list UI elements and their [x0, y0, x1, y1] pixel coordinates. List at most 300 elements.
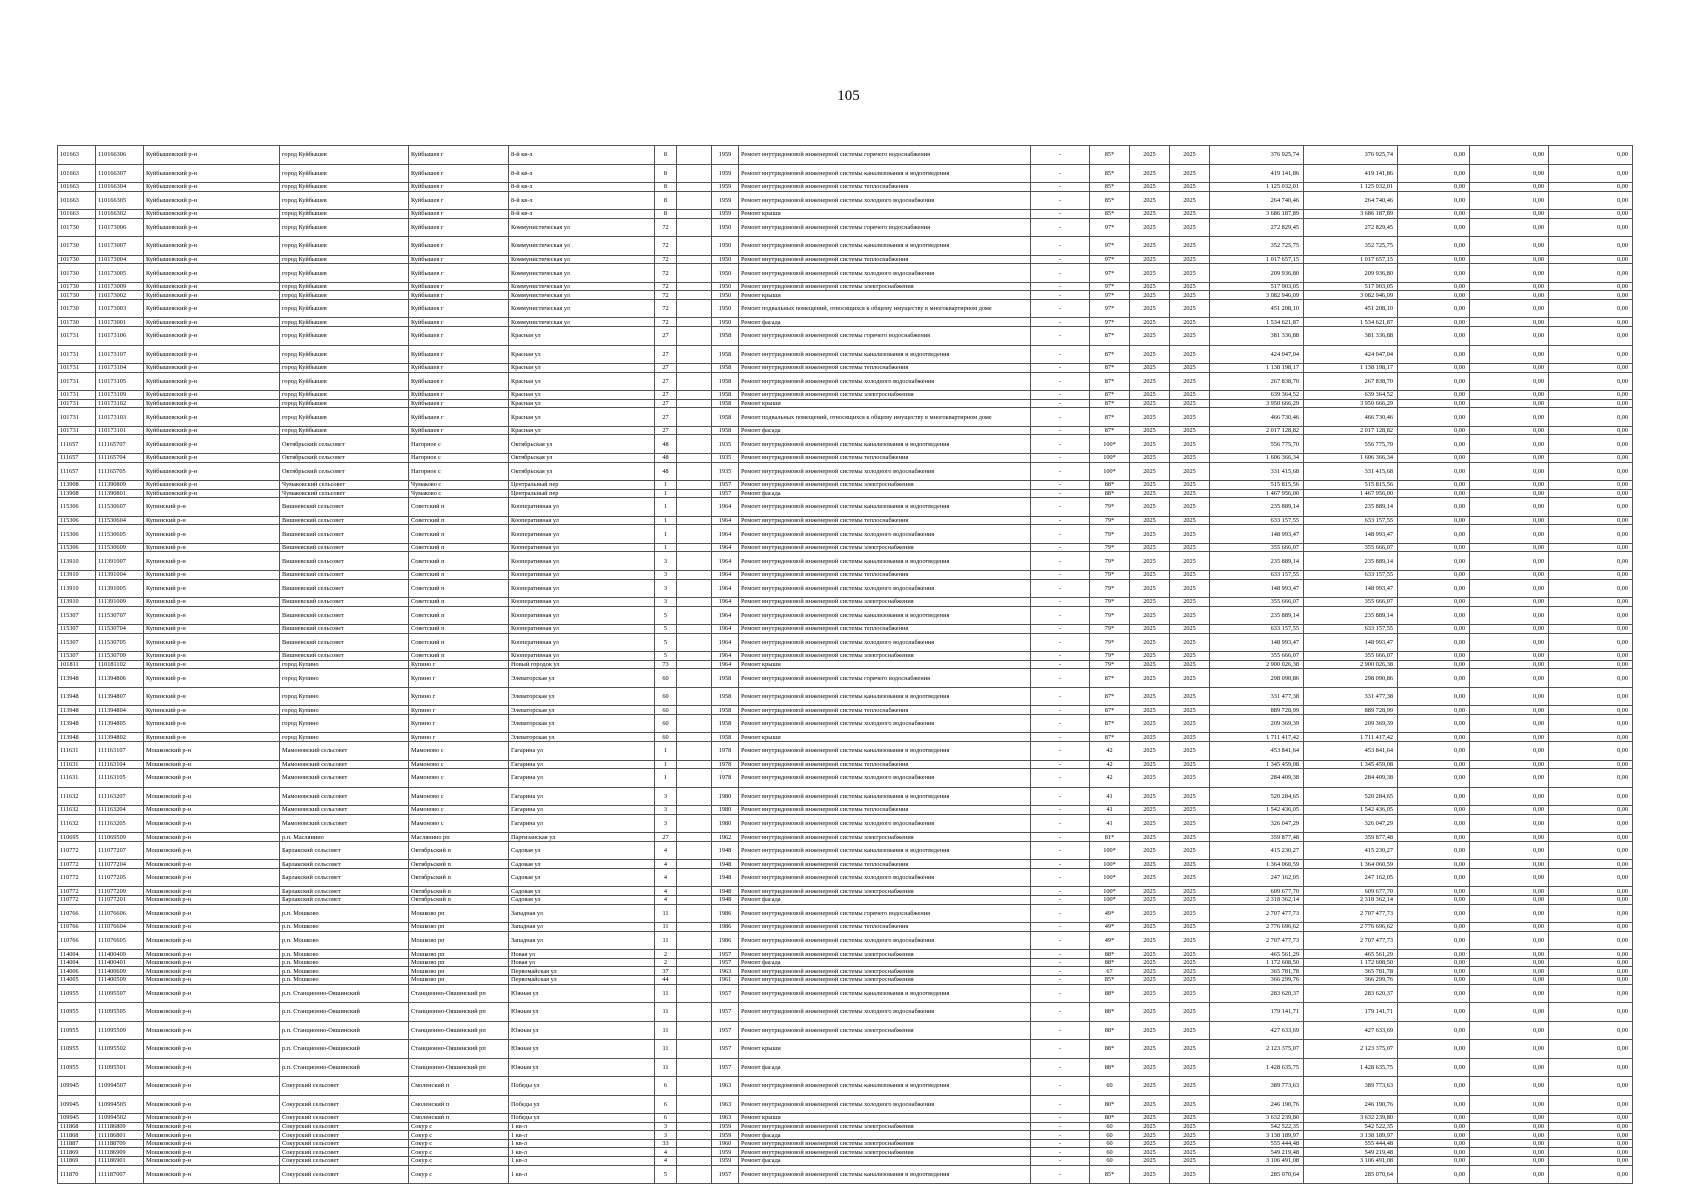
cell-budget-regional: 0,00 — [1470, 435, 1549, 454]
cell-budget-regional: 0,00 — [1470, 950, 1549, 959]
cell-unit: - — [1031, 399, 1090, 408]
cell-work-type: Ремонт внутридомовой инженерной системы электроснабжения — [739, 1021, 1031, 1040]
cell-fund-cost: 148 993,47 — [1304, 579, 1398, 598]
cell-budget-federal: 0,00 — [1398, 1021, 1470, 1040]
cell-house-number: 72 — [655, 237, 677, 256]
cell-unit: - — [1031, 570, 1090, 579]
cell-municipality: Барлакский сельсовет — [280, 841, 409, 860]
cell-house-number: 11 — [655, 1021, 677, 1040]
cell-budget-regional: 0,00 — [1470, 967, 1549, 976]
cell-settlement: Октябрьский п — [409, 841, 509, 860]
cell-plan-end-year: 2025 — [1170, 787, 1210, 806]
cell-wear-percent: 88* — [1090, 481, 1130, 490]
cell-work-id: 111400509 — [96, 976, 144, 985]
cell-wear-percent: 67 — [1090, 967, 1130, 976]
cell-municipality: город Купино — [280, 733, 409, 742]
cell-house-id: 115306 — [58, 525, 96, 544]
cell-settlement: Куйбышев г — [409, 183, 509, 192]
cell-unit: - — [1031, 525, 1090, 544]
cell-settlement: Мамоново с — [409, 769, 509, 788]
cell-street: Садовая ул — [509, 868, 655, 887]
table-row — [58, 687, 1633, 706]
cell-budget-local: 0,00 — [1549, 481, 1633, 490]
cell-fund-cost: 235 889,14 — [1304, 552, 1398, 571]
cell-street: 8-й кв-л — [509, 164, 655, 183]
cell-work-id: 111394802 — [96, 733, 144, 742]
cell-budget-local: 0,00 — [1549, 787, 1633, 806]
cell-total-cost: 1 428 635,75 — [1210, 1058, 1304, 1077]
cell-work-type: Ремонт внутридомовой инженерной системы электроснабжения — [739, 598, 1031, 607]
cell-build-year: 1950 — [712, 282, 739, 291]
cell-district: Мошковский р-н — [144, 1157, 280, 1166]
cell-wear-percent: 87* — [1090, 345, 1130, 364]
cell-work-type: Ремонт подвальных помещений, относящихся к общему имуществу в многоквартирном доме — [739, 408, 1031, 427]
cell-plan-start-year: 2025 — [1130, 318, 1170, 327]
cell-budget-local: 0,00 — [1549, 498, 1633, 517]
cell-fund-cost: 453 841,64 — [1304, 742, 1398, 761]
table-row — [58, 210, 1633, 219]
cell-work-type: Ремонт внутридомовой инженерной системы электроснабжения — [739, 950, 1031, 959]
cell-settlement: Куйбышев г — [409, 327, 509, 346]
cell-budget-federal: 0,00 — [1398, 669, 1470, 688]
cell-house-id: 111869 — [58, 1157, 96, 1166]
cell-work-type: Ремонт внутридомовой инженерной системы теплоснабжения — [739, 516, 1031, 525]
cell-municipality: город Куйбышев — [280, 218, 409, 237]
table-row — [58, 282, 1633, 291]
cell-budget-local: 0,00 — [1549, 814, 1633, 833]
cell-fund-cost: 355 666,07 — [1304, 543, 1398, 552]
cell-wear-percent: 97* — [1090, 299, 1130, 318]
cell-wear-percent: 41 — [1090, 787, 1130, 806]
cell-budget-federal: 0,00 — [1398, 426, 1470, 435]
cell-fund-cost: 3 082 946,09 — [1304, 291, 1398, 300]
cell-total-cost: 284 409,38 — [1210, 769, 1304, 788]
cell-wear-percent: 87* — [1090, 706, 1130, 715]
table-row — [58, 462, 1633, 481]
cell-total-cost: 2 123 375,07 — [1210, 1040, 1304, 1059]
cell-house-id: 101663 — [58, 210, 96, 219]
cell-build-year: 1948 — [712, 868, 739, 887]
cell-plan-end-year: 2025 — [1170, 453, 1210, 462]
cell-build-year: 1964 — [712, 660, 739, 669]
cell-budget-local: 0,00 — [1549, 1021, 1633, 1040]
cell-house-number: 1 — [655, 760, 677, 769]
cell-municipality: город Куйбышев — [280, 164, 409, 183]
cell-budget-federal: 0,00 — [1398, 923, 1470, 932]
cell-work-id: 111186809 — [96, 1122, 144, 1131]
cell-municipality: Чумаковский сельсовет — [280, 481, 409, 490]
table-row — [58, 255, 1633, 264]
cell-total-cost: 1 364 060,59 — [1210, 860, 1304, 869]
cell-budget-local: 0,00 — [1549, 1040, 1633, 1059]
cell-plan-end-year: 2025 — [1170, 408, 1210, 427]
cell-budget-local: 0,00 — [1549, 489, 1633, 498]
cell-work-id: 111394807 — [96, 687, 144, 706]
table-row — [58, 733, 1633, 742]
cell-unit: - — [1031, 552, 1090, 571]
cell-fund-cost: 355 666,07 — [1304, 598, 1398, 607]
cell-house-id: 111869 — [58, 1148, 96, 1157]
cell-build-year: 1978 — [712, 769, 739, 788]
cell-district: Куйбышевский р-н — [144, 164, 280, 183]
cell-building — [677, 1003, 712, 1022]
cell-unit: - — [1031, 950, 1090, 959]
table-row — [58, 399, 1633, 408]
cell-budget-regional: 0,00 — [1470, 652, 1549, 661]
cell-plan-end-year: 2025 — [1170, 1131, 1210, 1140]
table-row — [58, 598, 1633, 607]
cell-house-number: 3 — [655, 598, 677, 607]
cell-municipality: Вишневский сельсовет — [280, 625, 409, 634]
cell-budget-local: 0,00 — [1549, 633, 1633, 652]
cell-unit: - — [1031, 255, 1090, 264]
cell-plan-end-year: 2025 — [1170, 291, 1210, 300]
cell-work-id: 111530604 — [96, 516, 144, 525]
cell-budget-regional: 0,00 — [1470, 714, 1549, 733]
cell-total-cost: 427 633,69 — [1210, 1021, 1304, 1040]
cell-plan-start-year: 2025 — [1130, 255, 1170, 264]
cell-budget-local: 0,00 — [1549, 516, 1633, 525]
cell-work-id: 111394804 — [96, 706, 144, 715]
cell-unit: - — [1031, 923, 1090, 932]
cell-settlement: Нагорное с — [409, 453, 509, 462]
cell-municipality: город Куйбышев — [280, 282, 409, 291]
cell-budget-federal: 0,00 — [1398, 769, 1470, 788]
cell-plan-end-year: 2025 — [1170, 967, 1210, 976]
cell-budget-local: 0,00 — [1549, 976, 1633, 985]
cell-budget-local: 0,00 — [1549, 1122, 1633, 1131]
cell-house-id: 110955 — [58, 1021, 96, 1040]
cell-unit: - — [1031, 598, 1090, 607]
cell-plan-start-year: 2025 — [1130, 1148, 1170, 1157]
cell-plan-start-year: 2025 — [1130, 958, 1170, 967]
cell-total-cost: 2 707 477,73 — [1210, 931, 1304, 950]
cell-district: Купинский р-н — [144, 733, 280, 742]
cell-unit: - — [1031, 687, 1090, 706]
cell-budget-federal: 0,00 — [1398, 327, 1470, 346]
cell-work-id: 111077201 — [96, 896, 144, 905]
cell-house-number: 11 — [655, 1040, 677, 1059]
cell-unit: - — [1031, 1095, 1090, 1114]
cell-settlement: Куйбышев г — [409, 345, 509, 364]
cell-plan-start-year: 2025 — [1130, 299, 1170, 318]
cell-fund-cost: 419 141,86 — [1304, 164, 1398, 183]
cell-work-type: Ремонт внутридомовой инженерной системы электроснабжения — [739, 391, 1031, 400]
cell-house-id: 101730 — [58, 282, 96, 291]
cell-budget-federal: 0,00 — [1398, 399, 1470, 408]
cell-plan-start-year: 2025 — [1130, 489, 1170, 498]
cell-building — [677, 742, 712, 761]
cell-wear-percent: 79* — [1090, 598, 1130, 607]
cell-house-id: 101731 — [58, 426, 96, 435]
cell-work-id: 110173107 — [96, 345, 144, 364]
cell-work-type: Ремонт внутридомовой инженерной системы горячего водоснабжения — [739, 669, 1031, 688]
cell-work-id: 110173006 — [96, 218, 144, 237]
cell-build-year: 1957 — [712, 1040, 739, 1059]
cell-street: Октябрьская ул — [509, 453, 655, 462]
cell-total-cost: 639 364,52 — [1210, 391, 1304, 400]
cell-work-type: Ремонт внутридомовой инженерной системы холодного водоснабжения — [739, 372, 1031, 391]
cell-street: Коммунистическая ул — [509, 291, 655, 300]
cell-house-number: 8 — [655, 146, 677, 165]
cell-plan-start-year: 2025 — [1130, 904, 1170, 923]
cell-district: Купинский р-н — [144, 525, 280, 544]
cell-building — [677, 372, 712, 391]
cell-house-number: 48 — [655, 435, 677, 454]
cell-plan-start-year: 2025 — [1130, 633, 1170, 652]
cell-plan-start-year: 2025 — [1130, 868, 1170, 887]
cell-fund-cost: 352 725,75 — [1304, 237, 1398, 256]
cell-wear-percent: 97* — [1090, 318, 1130, 327]
cell-fund-cost: 1 606 366,34 — [1304, 453, 1398, 462]
cell-district: Куйбышевский р-н — [144, 426, 280, 435]
cell-budget-federal: 0,00 — [1398, 525, 1470, 544]
cell-house-number: 27 — [655, 372, 677, 391]
cell-settlement: Куйбышев г — [409, 364, 509, 373]
cell-building — [677, 364, 712, 373]
cell-total-cost: 3 686 187,89 — [1210, 210, 1304, 219]
cell-district: Куйбышевский р-н — [144, 327, 280, 346]
cell-budget-regional: 0,00 — [1470, 255, 1549, 264]
cell-house-id: 113910 — [58, 579, 96, 598]
cell-settlement: Чумаково с — [409, 489, 509, 498]
cell-total-cost: 1 606 366,34 — [1210, 453, 1304, 462]
cell-street: Южная ул — [509, 1003, 655, 1022]
cell-wear-percent: 79* — [1090, 543, 1130, 552]
cell-build-year: 1959 — [712, 210, 739, 219]
cell-street: 8-й кв-л — [509, 146, 655, 165]
cell-total-cost: 2 318 362,14 — [1210, 896, 1304, 905]
cell-unit: - — [1031, 896, 1090, 905]
cell-house-number: 3 — [655, 579, 677, 598]
table-row — [58, 660, 1633, 669]
cell-wear-percent: 88* — [1090, 489, 1130, 498]
cell-house-id: 110955 — [58, 1003, 96, 1022]
cell-budget-local: 0,00 — [1549, 255, 1633, 264]
cell-municipality: Вишневский сельсовет — [280, 606, 409, 625]
cell-budget-federal: 0,00 — [1398, 255, 1470, 264]
cell-municipality: Сокурский сельсовет — [280, 1114, 409, 1123]
cell-budget-regional: 0,00 — [1470, 806, 1549, 815]
cell-district: Купинский р-н — [144, 652, 280, 661]
cell-plan-end-year: 2025 — [1170, 426, 1210, 435]
cell-budget-federal: 0,00 — [1398, 950, 1470, 959]
cell-street: Гагарина ул — [509, 787, 655, 806]
cell-house-number: 1 — [655, 525, 677, 544]
cell-plan-end-year: 2025 — [1170, 489, 1210, 498]
table-row — [58, 887, 1633, 896]
cell-total-cost: 3 106 491,08 — [1210, 1157, 1304, 1166]
cell-plan-start-year: 2025 — [1130, 1122, 1170, 1131]
cell-house-id: 101731 — [58, 327, 96, 346]
cell-unit: - — [1031, 984, 1090, 1003]
cell-settlement: Нагорное с — [409, 435, 509, 454]
cell-house-number: 3 — [655, 806, 677, 815]
cell-municipality: Мамоновский сельсовет — [280, 742, 409, 761]
cell-work-id: 110173009 — [96, 282, 144, 291]
cell-street: Гагарина ул — [509, 806, 655, 815]
cell-municipality: Вишневский сельсовет — [280, 525, 409, 544]
cell-plan-end-year: 2025 — [1170, 364, 1210, 373]
cell-house-number: 72 — [655, 291, 677, 300]
cell-fund-cost: 639 364,52 — [1304, 391, 1398, 400]
cell-work-type: Ремонт крыши — [739, 1040, 1031, 1059]
cell-unit: - — [1031, 1122, 1090, 1131]
cell-wear-percent: 79* — [1090, 579, 1130, 598]
cell-house-number: 2 — [655, 950, 677, 959]
cell-house-number: 4 — [655, 887, 677, 896]
cell-district: Купинский р-н — [144, 606, 280, 625]
cell-budget-federal: 0,00 — [1398, 210, 1470, 219]
cell-house-id: 101730 — [58, 299, 96, 318]
table-row — [58, 1040, 1633, 1059]
cell-build-year: 1948 — [712, 896, 739, 905]
cell-unit: - — [1031, 1157, 1090, 1166]
cell-budget-regional: 0,00 — [1470, 146, 1549, 165]
cell-house-id: 113910 — [58, 598, 96, 607]
cell-building — [677, 669, 712, 688]
table-row — [58, 787, 1633, 806]
cell-house-id: 115306 — [58, 498, 96, 517]
cell-budget-federal: 0,00 — [1398, 345, 1470, 364]
cell-district: Куйбышевский р-н — [144, 364, 280, 373]
cell-building — [677, 769, 712, 788]
cell-house-number: 8 — [655, 191, 677, 210]
cell-budget-federal: 0,00 — [1398, 833, 1470, 842]
cell-budget-local: 0,00 — [1549, 1077, 1633, 1096]
cell-settlement: Советский п — [409, 552, 509, 571]
cell-work-id: 111095505 — [96, 1003, 144, 1022]
cell-house-number: 72 — [655, 282, 677, 291]
cell-building — [677, 787, 712, 806]
cell-budget-federal: 0,00 — [1398, 625, 1470, 634]
cell-house-number: 11 — [655, 931, 677, 950]
cell-budget-federal: 0,00 — [1398, 598, 1470, 607]
cell-street: 1 кв-л — [509, 1148, 655, 1157]
cell-plan-start-year: 2025 — [1130, 426, 1170, 435]
cell-district: Купинский р-н — [144, 570, 280, 579]
cell-house-id: 111657 — [58, 462, 96, 481]
cell-plan-end-year: 2025 — [1170, 399, 1210, 408]
cell-total-cost: 326 047,29 — [1210, 814, 1304, 833]
cell-settlement: Станционно-Ояшинский рп — [409, 984, 509, 1003]
cell-house-id: 110772 — [58, 896, 96, 905]
table-row — [58, 426, 1633, 435]
cell-fund-cost: 1 345 459,08 — [1304, 760, 1398, 769]
cell-settlement: Купино г — [409, 733, 509, 742]
cell-fund-cost: 3 950 666,29 — [1304, 399, 1398, 408]
cell-district: Куйбышевский р-н — [144, 218, 280, 237]
cell-plan-end-year: 2025 — [1170, 742, 1210, 761]
page-number: 105 — [837, 88, 860, 104]
cell-budget-federal: 0,00 — [1398, 462, 1470, 481]
cell-work-id: 110173102 — [96, 399, 144, 408]
cell-house-id: 111631 — [58, 769, 96, 788]
cell-street: Элеваторская ул — [509, 706, 655, 715]
table-row — [58, 1131, 1633, 1140]
cell-work-id: 111077205 — [96, 868, 144, 887]
cell-house-id: 110772 — [58, 860, 96, 869]
cell-building — [677, 598, 712, 607]
cell-build-year: 1957 — [712, 481, 739, 490]
cell-district: Мошковский р-н — [144, 976, 280, 985]
cell-unit: - — [1031, 391, 1090, 400]
cell-work-id: 111163205 — [96, 814, 144, 833]
cell-fund-cost: 1 138 198,17 — [1304, 364, 1398, 373]
cell-budget-federal: 0,00 — [1398, 868, 1470, 887]
cell-house-id: 115307 — [58, 625, 96, 634]
cell-plan-end-year: 2025 — [1170, 1095, 1210, 1114]
table-row — [58, 191, 1633, 210]
cell-work-id: 111163104 — [96, 760, 144, 769]
cell-plan-start-year: 2025 — [1130, 687, 1170, 706]
cell-build-year: 1950 — [712, 237, 739, 256]
cell-budget-local: 0,00 — [1549, 625, 1633, 634]
cell-wear-percent: 97* — [1090, 291, 1130, 300]
cell-work-type: Ремонт внутридомовой инженерной системы теплоснабжения — [739, 255, 1031, 264]
cell-house-number: 33 — [655, 1139, 677, 1148]
cell-work-type: Ремонт внутридомовой инженерной системы канализования и водоотведения — [739, 1077, 1031, 1096]
cell-budget-federal: 0,00 — [1398, 1148, 1470, 1157]
cell-district: Мошковский р-н — [144, 1077, 280, 1096]
cell-budget-federal: 0,00 — [1398, 146, 1470, 165]
cell-house-number: 5 — [655, 633, 677, 652]
cell-wear-percent: 100* — [1090, 841, 1130, 860]
cell-budget-local: 0,00 — [1549, 868, 1633, 887]
table-row — [58, 146, 1633, 165]
cell-house-id: 110955 — [58, 984, 96, 1003]
cell-total-cost: 2 017 128,82 — [1210, 426, 1304, 435]
cell-plan-end-year: 2025 — [1170, 950, 1210, 959]
cell-district: Купинский р-н — [144, 625, 280, 634]
cell-budget-local: 0,00 — [1549, 769, 1633, 788]
cell-settlement: Советский п — [409, 579, 509, 598]
cell-building — [677, 760, 712, 769]
cell-work-id: 110173105 — [96, 372, 144, 391]
cell-work-id: 111394805 — [96, 714, 144, 733]
cell-budget-regional: 0,00 — [1470, 264, 1549, 283]
cell-budget-regional: 0,00 — [1470, 318, 1549, 327]
cell-district: Куйбышевский р-н — [144, 489, 280, 498]
cell-work-type: Ремонт внутридомовой инженерной системы канализования и водоотведения — [739, 742, 1031, 761]
cell-fund-cost: 1 534 621,87 — [1304, 318, 1398, 327]
cell-work-type: Ремонт внутридомовой инженерной системы холодного водоснабжения — [739, 1095, 1031, 1114]
cell-wear-percent: 87* — [1090, 364, 1130, 373]
cell-unit: - — [1031, 660, 1090, 669]
cell-fund-cost: 235 889,14 — [1304, 498, 1398, 517]
cell-work-id: 110994505 — [96, 1095, 144, 1114]
cell-work-type: Ремонт внутридомовой инженерной системы теплоснабжения — [739, 625, 1031, 634]
cell-build-year: 1957 — [712, 984, 739, 1003]
cell-budget-local: 0,00 — [1549, 364, 1633, 373]
cell-unit: - — [1031, 633, 1090, 652]
cell-district: Куйбышевский р-н — [144, 435, 280, 454]
table-row — [58, 1157, 1633, 1166]
cell-work-id: 111163105 — [96, 769, 144, 788]
cell-street: Кооперативная ул — [509, 652, 655, 661]
table-row — [58, 291, 1633, 300]
cell-house-number: 44 — [655, 976, 677, 985]
cell-build-year: 1963 — [712, 1114, 739, 1123]
cell-budget-local: 0,00 — [1549, 904, 1633, 923]
cell-unit: - — [1031, 408, 1090, 427]
cell-house-number: 48 — [655, 462, 677, 481]
cell-house-id: 111870 — [58, 1165, 96, 1184]
cell-house-id: 113910 — [58, 570, 96, 579]
cell-build-year: 1978 — [712, 742, 739, 761]
cell-build-year: 1964 — [712, 570, 739, 579]
cell-work-id: 111400409 — [96, 950, 144, 959]
